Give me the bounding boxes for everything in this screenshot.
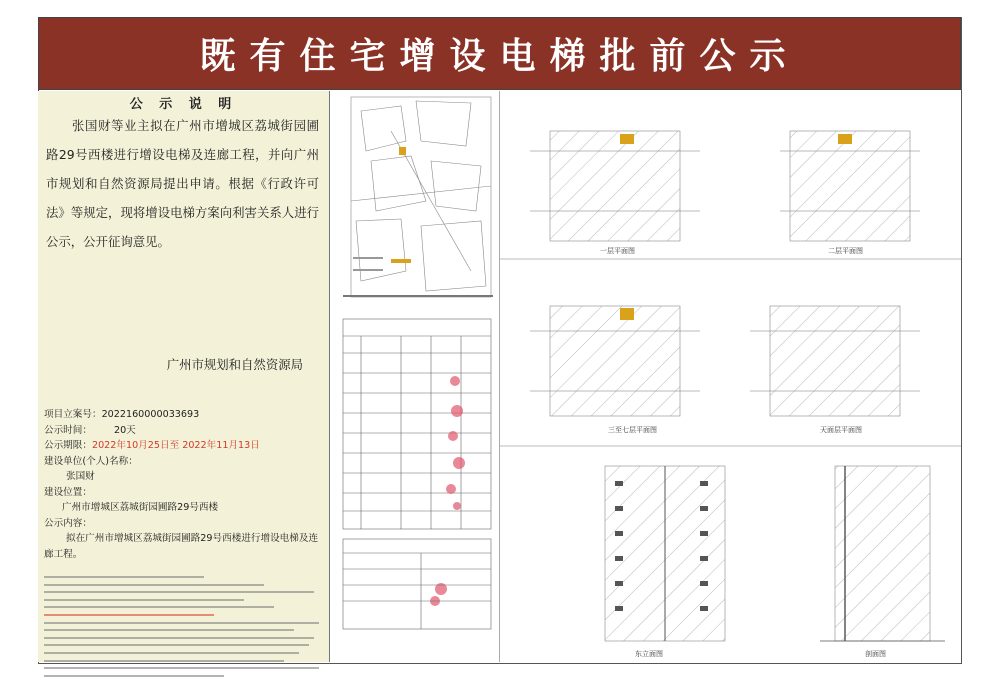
location-label: 建设位置： [44, 486, 92, 498]
label-plan-2: 二层平面图 [828, 247, 863, 255]
location-value: 广州市增城区荔城街园圃路29号西楼 [62, 502, 219, 513]
notes-text-block [44, 576, 328, 682]
label-plan-3: 三至七层平面图 [608, 426, 657, 434]
applicant-value: 张国财 [66, 471, 95, 482]
plan-roof [750, 306, 920, 416]
notice-heading: 公 示 说 明 [129, 97, 238, 112]
drawings-sheet [499, 91, 960, 662]
dates-value: 2022年10月25日至 2022年11月13日 [91, 440, 260, 451]
applicant-label: 建设单位(个人)名称： [44, 455, 138, 467]
label-section: 剖面图 [865, 650, 886, 658]
period-label: 公示时间： [44, 424, 92, 436]
content-value: 拟在广州市增城区荔城街园圃路29号西楼进行增设电梯及连廊工程。 [44, 533, 319, 560]
plan-floor-2 [780, 131, 920, 241]
page-title: 既有住宅增设电梯批前公示 [199, 35, 800, 77]
site-plan-sheet [331, 91, 498, 662]
project-info [44, 407, 324, 562]
period-value: 20天 [113, 424, 136, 436]
notice-agency: 广州市规划和自然资源局 [166, 357, 303, 372]
label-plan-4: 天面层平面图 [820, 426, 862, 434]
elevation-east [605, 466, 725, 641]
signature-stamps [430, 376, 465, 606]
content-label: 公示内容： [44, 517, 92, 529]
title-banner [38, 17, 961, 90]
plan-floor-3-7 [530, 306, 700, 416]
plan-floor-1 [530, 131, 700, 241]
notice-panel [38, 91, 330, 662]
architectural-drawings [500, 91, 961, 662]
notice-body: 张国财等业主拟在广州市增城区荔城街园圃路29号西楼进行增设电梯及连廊工程，并向广州市规划和自然资源局提出申请。根据《行政许可法》等规定，现将增设电梯方案向利害关系人进行公示，公开征询意见。 [46, 118, 319, 249]
project-no-label: 项目立案号： [44, 409, 102, 420]
dates-label: 公示期限： [44, 440, 92, 451]
project-no: 2022160000033693 [101, 409, 200, 420]
label-elevation: 东立面图 [635, 650, 663, 658]
site-plan-drawing [331, 91, 498, 662]
label-plan-1: 一层平面图 [600, 247, 635, 255]
site-plan-elevator-marker [399, 147, 406, 155]
section-drawing [820, 466, 945, 641]
